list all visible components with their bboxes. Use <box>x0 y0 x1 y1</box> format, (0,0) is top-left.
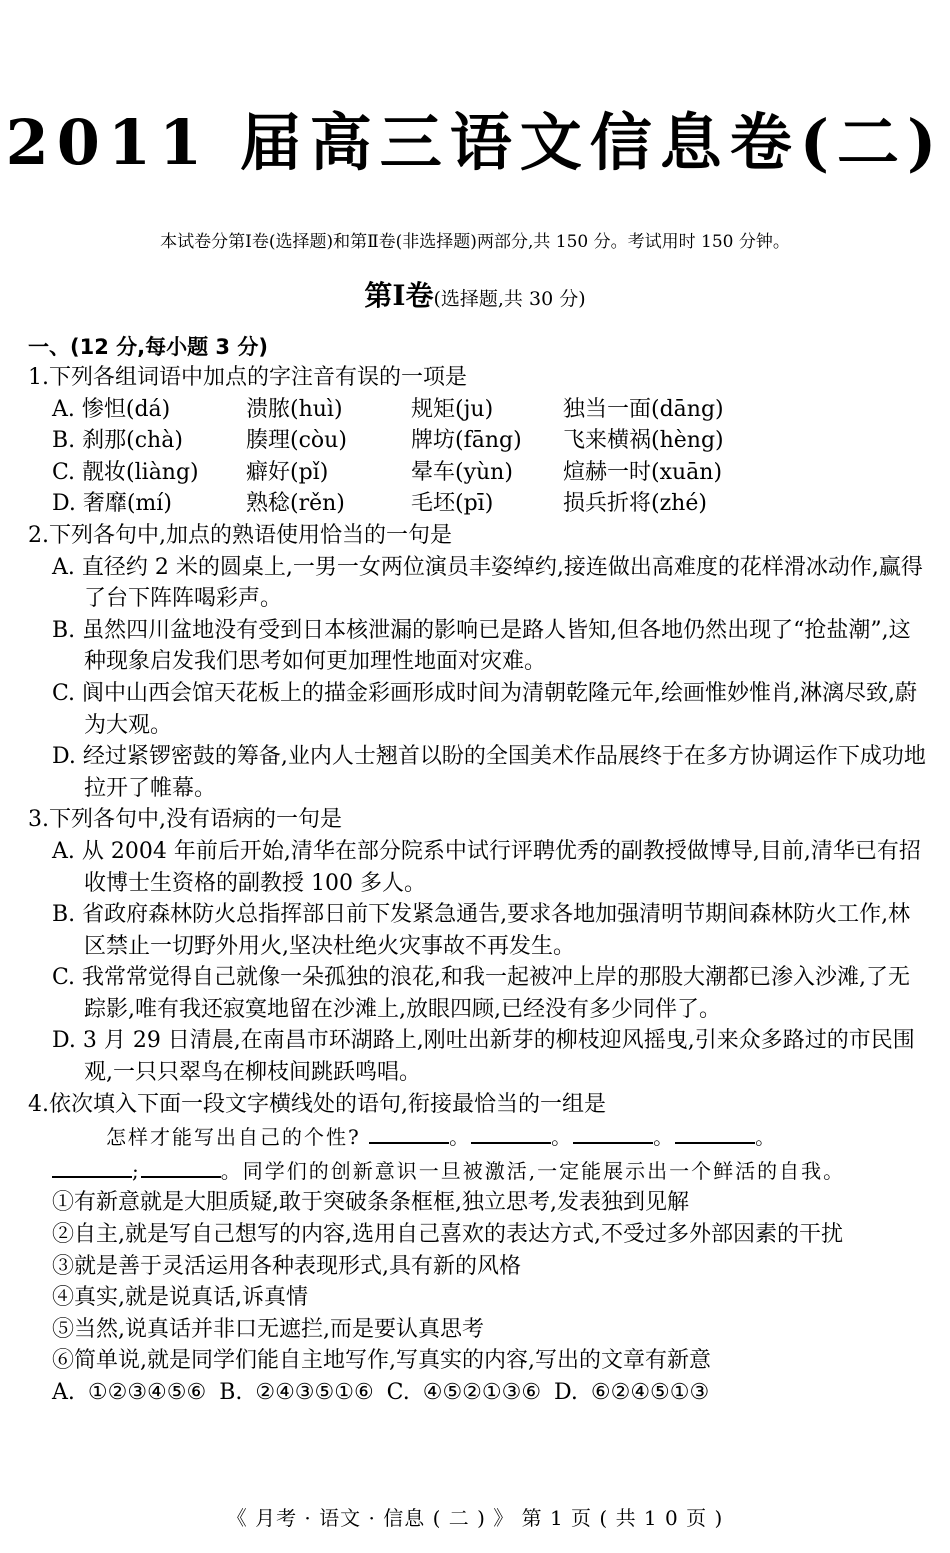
exam-title: 2011 届高三语文信息卷(二) <box>5 106 945 179</box>
part-note: (选择题,共 30 分) <box>433 288 586 310</box>
q1-c-1: C. 靓妆(liàng) <box>52 459 199 485</box>
q1-d-3: 毛坯(pī) <box>411 491 494 517</box>
question-2-stem: 2.下列各句中,加点的熟语使用恰当的一句是 <box>28 522 452 548</box>
question-1-row-d <box>52 488 928 520</box>
q1-d-1: D. 奢靡(mí) <box>52 491 172 517</box>
q4-passage: 怎样才能写出自己的个性? 。 。 。 。 ; 。同学们的创新意识一旦被激活,一定能展示出一个鲜活的自我。 <box>52 1120 928 1187</box>
q1-b-1: B. 刹那(chà) <box>52 428 183 454</box>
q2-option-c: C. 阆中山西会馆天花板上的描金彩画形成时间为清朝乾隆元年,绘画惟妙惟肖,淋漓尽致,蔚为大观。 <box>52 680 918 738</box>
exam-intro: 本试卷分第Ⅰ卷(选择题)和第Ⅱ卷(非选择题)两部分,共 150 分。考试用时 150 分钟。 <box>160 232 790 252</box>
questions <box>28 362 928 1409</box>
q4-item-2: ②自主,就是写自己想写的内容,选用自己喜欢的表达方式,不受过多外部因素的干扰 <box>52 1222 843 1248</box>
q1-a-2: 溃脓(huì) <box>246 396 343 422</box>
q1-c-3: 晕车(yùn) <box>411 459 513 485</box>
question-1-stem: 1.下列各组词语中加点的字注音有误的一项是 <box>28 365 467 390</box>
blank-3[interactable] <box>573 1120 653 1144</box>
q4-item-6: ⑥简单说,就是同学们能自主地写作,写真实的内容,写出的文章有新意 <box>52 1348 711 1374</box>
part-heading <box>0 278 950 318</box>
blank-1[interactable] <box>369 1120 449 1144</box>
q1-b-2: 腠理(còu) <box>246 428 347 454</box>
passage-start: 怎样才能写出自己的个性? <box>106 1125 361 1150</box>
question-1-row-a <box>52 394 928 426</box>
q3-option-b: B. 省政府森林防火总指挥部日前下发紧急通告,要求各地加强清明节期间森林防火工作,林区禁止一切野外用火,坚决杜绝火灾事故不再发生。 <box>52 902 911 959</box>
q3-option-d: D. 3 月 29 日清晨,在南昌市环湖路上,刚吐出新芽的柳枝迎风摇曳,引来众多路过的市民围观,一只只翠鸟在柳枝间跳跃鸣唱。 <box>52 1028 915 1086</box>
question-3-stem: 3.下列各句中,没有语病的一句是 <box>28 807 342 833</box>
blank-5[interactable] <box>52 1154 132 1178</box>
q1-a-1: A. 惨怛(dá) <box>52 396 171 422</box>
q2-option-a: A. 直径约 2 米的圆桌上,一男一女两位演员丰姿绰约,接连做出高难度的花样滑冰动作,赢得了台下阵阵喝彩声。 <box>52 554 923 612</box>
q1-b-4: 飞来横祸(hèng) <box>563 428 724 454</box>
q4-item-1: ①有新意就是大胆质疑,敢于突破条条框框,独立思考,发表独到见解 <box>52 1190 689 1216</box>
q1-a-3: 规矩(ju) <box>411 396 494 422</box>
q2-option-d: D. 经过紧锣密鼓的筹备,业内人士翘首以盼的全国美术作品展终于在多方协调运作下成功地拉开了帷幕。 <box>52 744 926 801</box>
question-1-row-c <box>52 457 928 489</box>
q1-c-2: 癖好(pǐ) <box>246 459 329 485</box>
question-4-stem: 4.依次填入下面一段文字横线处的语句,衔接最恰当的一组是 <box>28 1091 606 1117</box>
q4-item-5: ⑤当然,说真话并非口无遮拦,而是要认真思考 <box>52 1316 484 1342</box>
q1-a-4: 独当一面(dāng) <box>563 396 724 422</box>
blank-4[interactable] <box>675 1120 755 1144</box>
q3-option-a: A. 从 2004 年前后开始,清华在部分院系中试行评聘优秀的副教授做博导,目前,清华已有招收博士生资格的副教授 100 多人。 <box>52 838 921 896</box>
q1-c-4: 煊赫一时(xuān) <box>563 459 723 485</box>
part-title: 第Ⅰ卷 <box>364 279 434 312</box>
q4-item-3: ③就是善于灵活运用各种表现形式,具有新的风格 <box>52 1253 521 1279</box>
blank-2[interactable] <box>471 1120 551 1144</box>
q1-d-4: 损兵折将(zhé) <box>563 491 707 517</box>
question-1-row-b <box>52 425 928 457</box>
q3-option-c: C. 我常常觉得自己就像一朵孤独的浪花,和我一起被冲上岸的那股大潮都已渗入沙滩,了无踪影,唯有我还寂寞地留在沙滩上,放眼四顾,已经没有多少同伴了。 <box>52 965 911 1022</box>
passage-end: 。同学们的创新意识一旦被激活,一定能展示出一个鲜活的自我。 <box>220 1158 846 1183</box>
blank-6[interactable] <box>141 1154 221 1178</box>
page-footer: 《 月考 · 语文 · 信息 ( 二 ) 》 第 1 页 ( 共 1 0 页 ) <box>226 1506 724 1530</box>
q2-option-b: B. 虽然四川盆地没有受到日本核泄漏的影响已是路人皆知,但各地仍然出现了“抢盐潮”,这种现象启发我们思考如何更加理性地面对灾难。 <box>52 617 911 675</box>
q4-item-4: ④真实,就是说真话,诉真情 <box>52 1285 308 1311</box>
q4-answer-options: A. ①②③④⑤⑥ B. ②④③⑤①⑥ C. ④⑤②①③⑥ D. ⑥②④⑤①③ <box>52 1380 710 1405</box>
q1-d-2: 熟稔(rěn) <box>246 491 345 517</box>
q1-b-3: 牌坊(fāng) <box>411 428 522 454</box>
section-heading: 一、(12 分,每小题 3 分) <box>28 335 268 359</box>
